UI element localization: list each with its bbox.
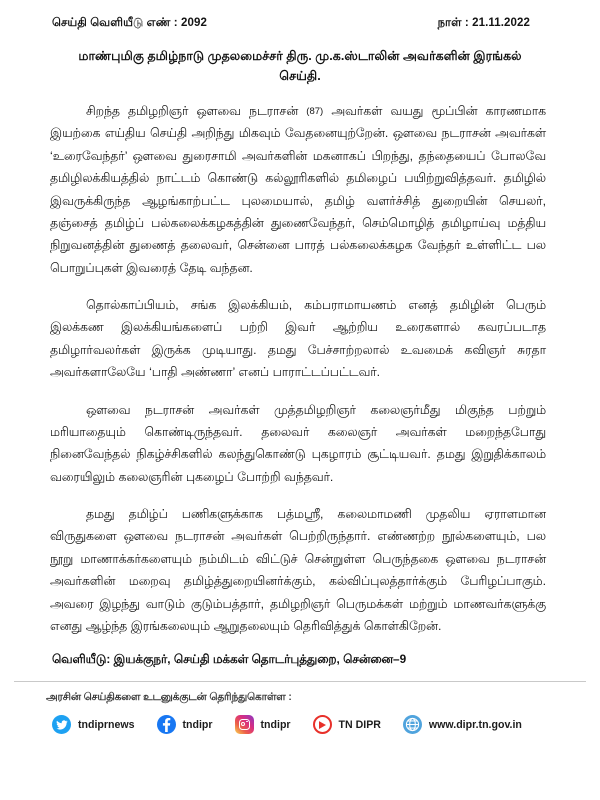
paragraph-1 <box>50 100 546 279</box>
website-url: www.dipr.tn.gov.in <box>428 718 522 731</box>
facebook-icon <box>157 715 176 734</box>
twitter-handle: tndiprnews <box>78 718 135 731</box>
release-date: நாள் : 21.11.2022 <box>437 17 530 29</box>
youtube-icon <box>313 715 332 734</box>
paragraph-3: ஔவை நடராசன் அவர்கள் முத்தமிழறிஞர் கலைஞர்மீது மிகுந்த பற்றும் மரியாதையும் கொண்டிருந்தவர். தலைவர் கலைஞர் அவர்கள் மறைந்தபோது நினைவேந்தல் நிகழ்ச்சிகளில் கலந்துகொண்டு புகழாரம் சூட்டியவர். தமது இறுதிக்காலம் வரையிலும் கலைஞரின் புகழைப் போற்றி வந்தவர். <box>50 402 546 484</box>
social-links-row <box>52 715 578 734</box>
instagram-icon <box>235 715 254 734</box>
globe-icon <box>403 715 422 734</box>
social-link-instagram[interactable] <box>235 715 291 734</box>
paragraph-1-part-a: சிறந்த தமிழறிஞர் ஔவை நடராசன் <box>86 104 307 119</box>
paragraph-1-part-b: அவர்கள் வயது மூப்பின் காரணமாக இயற்கை எய்திய செய்தி அறிந்து மிகவும் வேதனையுற்றேன். ஔவை நடராசன் அவர்கள் ‘உரைவேந்தர்’ ஔவை துரைசாமி அவர்களின் மகனாகப் பிறந்து, தந்தையைப் போலவே தமிழிலக்கியத்தில் நாட்டம் கொண்டு கல்லூரிகளில் தமிழைப் பயிற்றுவித்தவர். தமிழில் இவருக்கிருந்த ஆழங்காற்பட்ட புலமையால், தமிழ் வளர்ச்சித் துறையின் செயலர், தஞ்சைத் தமிழ்ப் பல்கலைக்கழகத்தின் துணைவேந்தர், செம்மொழித் தமிழாய்வு மத்திய நிறுவனத்தின் துணைத் தலைவர், சென்னை பாரத் பல்கலைக்கழக வேந்தர் உள்ளிட்ட பல பொறுப்புகள் இவரைத் தேடி வந்தன. <box>50 104 546 275</box>
document-header <box>0 0 600 31</box>
youtube-handle: TN DIPR <box>338 718 381 731</box>
age-annotation: (87) <box>306 106 324 118</box>
document-footer <box>0 691 600 734</box>
paragraph-4: தமது தமிழ்ப் பணிகளுக்காக பத்மஸ்ரீ, கலைமாமணி முதலிய ஏராளமான விருதுகளை ஔவை நடராசன் அவர்கள் பெற்றிருந்தார். எண்ணற்ற நூல்களையும், பல நூறு மாணாக்கர்களையும் நம்மிடம் விட்டுச் சென்றுள்ள பெருந்தகை ஔவை நடராசன் அவர்களின் மறைவு தமிழ்த்துறையினர்க்கும், கல்விப்புலத்தார்க்கும் பேரிழப்பாகும். அவரை இழந்து வாடும் குடும்பத்தார், தமிழறிஞர் பெருமக்கள் மற்றும் மாணவர்களுக்கு எனது ஆழ்ந்த இரங்கலையும் ஆறுதலையும் தெரிவித்துக் கொள்கிறேன். <box>50 507 546 633</box>
paragraph-2: தொல்காப்பியம், சங்க இலக்கியம், கம்பராமாயணம் எனத் தமிழின் பெரும் இலக்கண இலக்கியங்களைப் பற்றி இவர் ஆற்றிய உரைகளால் கவரப்படாத தமிழார்வலர்கள் இருக்க முடியாது. தமது பேச்சாற்றலால் உவமைக் கவிஞர் சுரதா அவர்களாலேயே ‘பாதி அண்ணா’ எனப் பாராட்டப்பட்டவர். <box>50 298 546 380</box>
twitter-icon <box>52 715 71 734</box>
footer-divider <box>14 681 586 682</box>
issuer-line: வெளியீடு: இயக்குநர், செய்தி மக்கள் தொடர்புத்துறை, சென்னை–9 <box>52 652 407 667</box>
social-link-facebook[interactable] <box>157 715 213 734</box>
footer-note: அரசின் செய்திகளை உடனுக்குடன் தெரிந்துகொள்ள : <box>46 692 292 704</box>
page-title: மாண்புமிகு தமிழ்நாடு முதலமைச்சர் திரு. மு.க.ஸ்டாலின் அவர்களின் இரங்கல் செய்தி. <box>78 49 522 83</box>
facebook-handle: tndipr <box>182 718 213 731</box>
social-link-youtube[interactable] <box>313 715 381 734</box>
social-link-twitter[interactable] <box>52 715 135 734</box>
instagram-handle: tndipr <box>260 718 291 731</box>
document-body <box>0 100 600 637</box>
release-number: செய்தி வெளியீடு எண் : 2092 <box>52 17 207 29</box>
social-link-website[interactable] <box>403 715 522 734</box>
